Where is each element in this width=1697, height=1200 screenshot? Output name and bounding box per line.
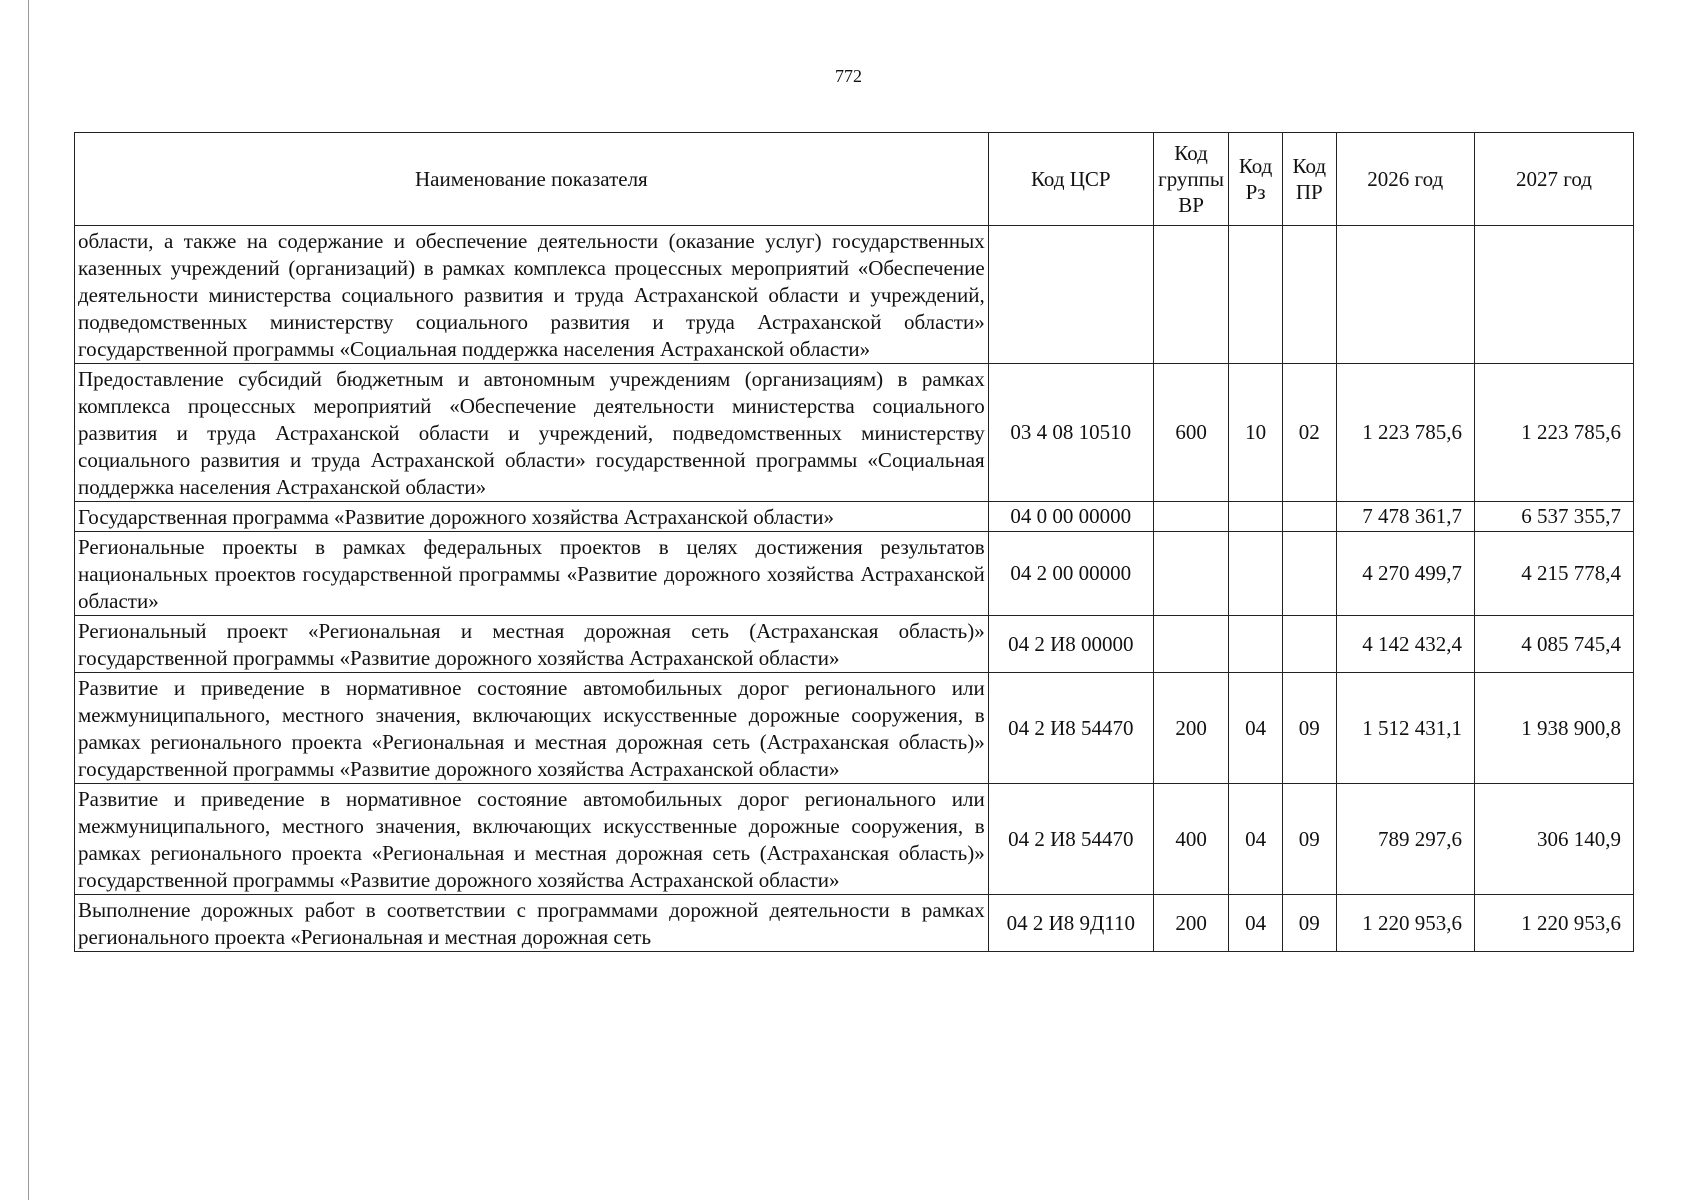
row-csr: 03 4 08 10510 [988,364,1153,502]
row-name: Развитие и приведение в нормативное состояние автомобильных дорог регионального или межмуниципального, местного значения, включающих искусственные дорожные сооружения, в рамках регионального проекта «Региональная и местная дорожная сеть (Астраханская область)» государственной программы «Развитие дорожного хозяйства Астраханской области» [75,784,989,895]
row-vr [1153,532,1228,616]
row-vr [1153,502,1228,532]
row-csr: 04 0 00 00000 [988,502,1153,532]
scan-left-edge [28,0,29,1200]
table-row [75,895,1634,952]
budget-table [74,132,1634,952]
row-rz: 04 [1229,895,1283,952]
row-2027: 4 215 778,4 [1474,532,1633,616]
header-rz: Код Рз [1229,133,1283,226]
row-name: области, а также на содержание и обеспечение деятельности (оказание услуг) государственных казенных учреждений (организаций) в рамках комплекса процессных мероприятий «Обеспечение деятельности министерства социального развития и труда Астраханской области и учреждений, подведомственных министерству социального развития и труда Астраханской области» государственной программы «Социальная поддержка населения Астраханской области» [75,226,989,364]
row-vr: 600 [1153,364,1228,502]
header-2027: 2027 год [1474,133,1633,226]
row-csr: 04 2 И8 54470 [988,673,1153,784]
row-2026: 7 478 361,7 [1336,502,1474,532]
header-vr: Код группы ВР [1153,133,1228,226]
row-pr: 09 [1282,895,1336,952]
row-name: Развитие и приведение в нормативное состояние автомобильных дорог регионального или межмуниципального, местного значения, включающих искусственные дорожные сооружения, в рамках регионального проекта «Региональная и местная дорожная сеть (Астраханская область)» государственной программы «Развитие дорожного хозяйства Астраханской области» [75,673,989,784]
row-name: Предоставление субсидий бюджетным и автономным учреждениям (организациям) в рамках комплекса процессных мероприятий «Обеспечение деятельности министерства социального развития и труда Астраханской области и учреждений, подведомственных министерству социального развития и труда Астраханской области» государственной программы «Социальная поддержка населения Астраханской области» [75,364,989,502]
row-2026: 789 297,6 [1336,784,1474,895]
row-2027: 1 220 953,6 [1474,895,1633,952]
row-2026: 4 270 499,7 [1336,532,1474,616]
table-row [75,364,1634,502]
row-vr: 400 [1153,784,1228,895]
row-pr [1282,502,1336,532]
row-vr [1153,616,1228,673]
row-csr: 04 2 И8 54470 [988,784,1153,895]
row-2026: 1 220 953,6 [1336,895,1474,952]
row-vr: 200 [1153,673,1228,784]
row-rz: 04 [1229,673,1283,784]
row-csr: 04 2 И8 00000 [988,616,1153,673]
row-name: Региональный проект «Региональная и местная дорожная сеть (Астраханская область)» государственной программы «Развитие дорожного хозяйства Астраханской области» [75,616,989,673]
row-2026: 1 223 785,6 [1336,364,1474,502]
table-row [75,673,1634,784]
table-row [75,226,1634,364]
row-2027: 6 537 355,7 [1474,502,1633,532]
table-header-row [75,133,1634,226]
row-name: Выполнение дорожных работ в соответствии с программами дорожной деятельности в рамках регионального проекта «Региональная и местная дорожная сеть [75,895,989,952]
row-2027: 306 140,9 [1474,784,1633,895]
row-pr [1282,616,1336,673]
row-2027: 1 223 785,6 [1474,364,1633,502]
row-csr: 04 2 И8 9Д110 [988,895,1153,952]
row-csr: 04 2 00 00000 [988,532,1153,616]
row-2026 [1336,226,1474,364]
page-number: 772 [835,66,862,86]
header-csr: Код ЦСР [988,133,1153,226]
header-2026: 2026 год [1336,133,1474,226]
row-rz: 04 [1229,784,1283,895]
table-row [75,532,1634,616]
row-pr [1282,532,1336,616]
row-vr [1153,226,1228,364]
row-pr: 02 [1282,364,1336,502]
row-name: Государственная программа «Развитие дорожного хозяйства Астраханской области» [75,502,989,532]
row-rz [1229,502,1283,532]
row-rz [1229,532,1283,616]
table-row [75,502,1634,532]
row-rz [1229,226,1283,364]
header-name: Наименование показателя [75,133,989,226]
row-2027: 1 938 900,8 [1474,673,1633,784]
table-row [75,616,1634,673]
row-rz: 10 [1229,364,1283,502]
header-pr: Код ПР [1282,133,1336,226]
table-row [75,784,1634,895]
row-2026: 1 512 431,1 [1336,673,1474,784]
row-pr: 09 [1282,784,1336,895]
row-rz [1229,616,1283,673]
row-name: Региональные проекты в рамках федеральных проектов в целях достижения результатов национальных проектов государственной программы «Развитие дорожного хозяйства Астраханской области» [75,532,989,616]
row-2026: 4 142 432,4 [1336,616,1474,673]
row-vr: 200 [1153,895,1228,952]
row-pr [1282,226,1336,364]
row-2027: 4 085 745,4 [1474,616,1633,673]
row-csr [988,226,1153,364]
row-2027 [1474,226,1633,364]
row-pr: 09 [1282,673,1336,784]
